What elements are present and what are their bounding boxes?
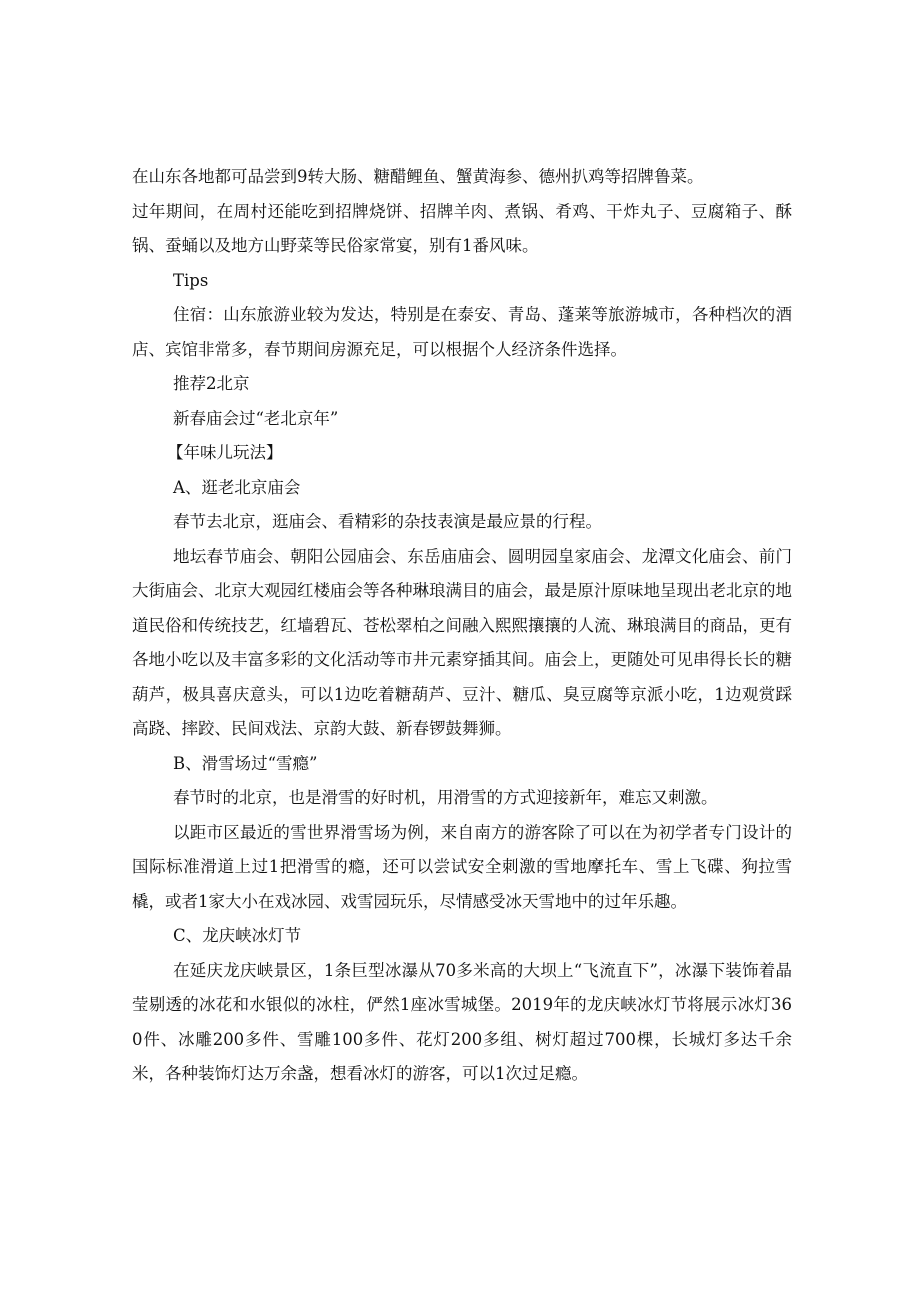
paragraph-shandong-dishes: 在山东各地都可品尝到9转大肠、糖醋鲤鱼、蟹黄海参、德州扒鸡等招牌鲁菜。 — [132, 167, 704, 186]
paragraph-temple-fair-intro: 春节去北京，逛庙会、看精彩的杂技表演是最应景的行程。 — [173, 512, 602, 531]
heading-section-c: C、龙庆峡冰灯节 — [173, 926, 302, 945]
heading-section-a: A、逛老北京庙会 — [173, 477, 301, 497]
heading-recommend-beijing: 推荐2北京 — [173, 374, 250, 393]
paragraph-temple-fair-detail: 地坛春节庙会、朝阳公园庙会、东岳庙庙会、圆明园皇家庙会、龙潭文化庙会、前门大街庙会、北京大观园红楼庙会等各种琳琅满目的庙会，最是原汁原味地呈现出老北京的地道民俗和传统技艺，红墙碧瓦、苍松翠柏之间融入熙熙攘攘的人流、琳琅满目的商品，更有各地小吃以及丰富多彩的文化活动等市井元素穿插其间。庙会上，更随处可见串得长长的糖葫芦，极具喜庆意头，可以1边吃着糖葫芦、豆汁、糖瓜、臭豆腐等京派小吃，1边观赏踩高跷、摔跤、民间戏法、京韵大鼓、新春锣鼓舞狮。 — [132, 546, 792, 738]
paragraph-ice-lantern: 在延庆龙庆峡景区，1条巨型冰瀑从70多米高的大坝上“飞流直下”，冰瀑下装饰着晶莹剔透的冰花和水银似的冰柱，俨然1座冰雪城堡。2019年的龙庆峡冰灯节将展示冰灯360件、冰雕200多件、雪雕100多件、花灯200多组、树灯超过700棵，长城灯多达千余米，各种装饰灯达万余盏，想看冰灯的游客，可以1次过足瘾。 — [132, 960, 792, 1083]
paragraph-zhoucun-food: 过年期间，在周村还能吃到招牌烧饼、招牌羊肉、煮锅、肴鸡、干炸丸子、豆腐箱子、酥锅、蚕蛹以及地方山野菜等民俗家常宴，别有1番风味。 — [132, 201, 792, 255]
document-body — [132, 160, 792, 1092]
paragraph-tips-label: Tips — [173, 270, 209, 290]
paragraph-skiing-intro: 春节时的北京，也是滑雪的好时机，用滑雪的方式迎接新年，难忘又刺激。 — [173, 788, 718, 807]
paragraph-skiing-detail: 以距市区最近的雪世界滑雪场为例，来自南方的游客除了可以在为初学者专门设计的国际标准滑道上过1把滑雪的瘾，还可以尝试安全刺激的雪地摩托车、雪上飞碟、狗拉雪橇，或者1家大小在戏冰园、戏雪园玩乐，尽情感受冰天雪地中的过年乐趣。 — [132, 822, 792, 911]
paragraph-lodging: 住宿：山东旅游业较为发达，特别是在泰安、青岛、蓬莱等旅游城市，各种档次的酒店、宾馆非常多，春节期间房源充足，可以根据个人经济条件选择。 — [132, 305, 792, 359]
heading-section-b: B、滑雪场过“雪瘾” — [173, 753, 318, 773]
heading-beijing-subtitle: 新春庙会过“老北京年” — [173, 408, 339, 428]
heading-play-methods: 【年味儿玩法】 — [167, 443, 283, 462]
